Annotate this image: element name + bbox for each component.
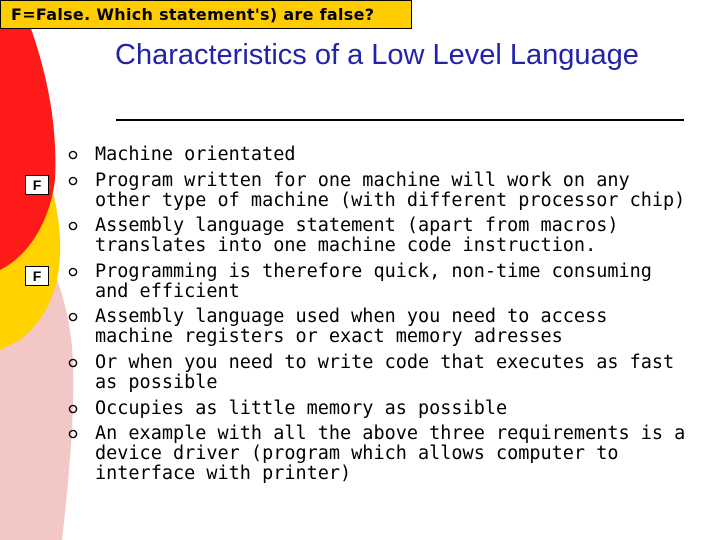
hollow-circle-bullet-icon — [64, 171, 81, 191]
list-item — [64, 399, 694, 419]
hollow-circle-bullet-icon — [64, 262, 81, 282]
list-item — [64, 307, 694, 347]
list-item — [64, 424, 694, 484]
list-item — [64, 171, 694, 211]
hollow-circle-bullet-icon — [64, 424, 81, 444]
bullet-text: Machine orientated — [95, 144, 296, 165]
bullet-text: Or when you need to write code that executes as fast as possible — [95, 351, 675, 393]
list-item — [64, 145, 694, 165]
list-item — [64, 262, 694, 302]
bullet-text: Occupies as little memory as possible — [95, 397, 508, 419]
bullet-text: Programming is therefore quick, non-time consuming and efficient — [95, 260, 652, 302]
list-item — [64, 216, 694, 256]
hollow-circle-bullet-icon — [64, 216, 81, 236]
bullet-text: An example with all the above three requirements is a device driver (program which allows computer to interface with printer) — [95, 423, 686, 485]
bullet-list — [64, 145, 694, 490]
bullet-text: Program written for one machine will work on any other type of machine (with different processor chip) — [95, 169, 686, 211]
hollow-circle-bullet-icon — [64, 145, 81, 165]
question-banner: F=False. Which statement's) are false? — [0, 0, 412, 29]
bullet-text: Assembly language used when you need to access machine registers or exact memory adresses — [95, 306, 608, 348]
hollow-circle-bullet-icon — [64, 353, 81, 373]
slide-title: Characteristics of a Low Level Language — [115, 39, 639, 71]
list-item — [64, 353, 694, 393]
false-marker: F — [25, 175, 49, 195]
hollow-circle-bullet-icon — [64, 399, 81, 419]
title-divider — [116, 119, 684, 121]
bullet-text: Assembly language statement (apart from macros) translates into one machine code instruction. — [95, 215, 619, 257]
hollow-circle-bullet-icon — [64, 307, 81, 327]
false-marker: F — [25, 266, 49, 286]
